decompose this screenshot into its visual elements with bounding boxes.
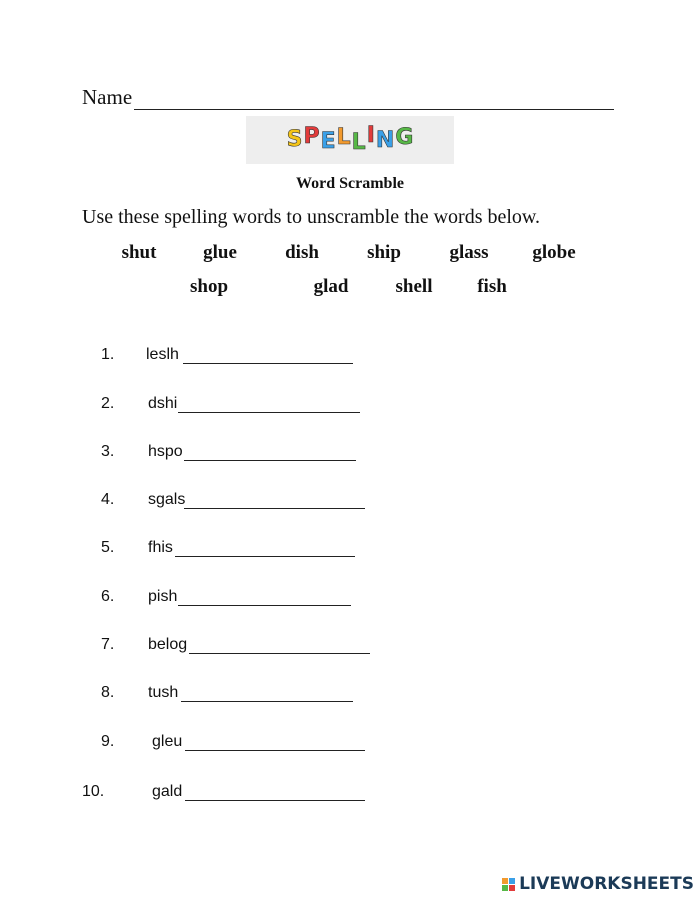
logo-square <box>502 885 508 891</box>
question-number: 7. <box>101 636 115 653</box>
word-bank-word: glue <box>203 242 237 263</box>
word-bank-word: globe <box>532 242 576 263</box>
question-number: 6. <box>101 588 115 605</box>
question-number: 4. <box>101 491 115 508</box>
question-number: 1. <box>101 346 115 363</box>
question-number: 8. <box>101 684 115 701</box>
question-number: 3. <box>101 443 115 460</box>
word-bank-word: glad <box>313 276 349 297</box>
word-bank-word: shop <box>189 276 229 297</box>
banner-letter: G <box>395 125 414 150</box>
answer-line[interactable] <box>178 396 360 413</box>
question-number: 5. <box>101 539 115 556</box>
answer-line[interactable] <box>183 347 353 364</box>
logo-square <box>509 878 515 884</box>
scrambled-word: hspo <box>148 443 183 460</box>
answer-line[interactable] <box>185 784 365 801</box>
banner-letter: S <box>286 127 303 152</box>
word-bank-word: shut <box>121 242 157 263</box>
spelling-banner-letters <box>286 123 414 155</box>
scrambled-word: gald <box>152 783 183 800</box>
answer-line[interactable] <box>175 540 355 557</box>
banner-letter: L <box>336 125 351 150</box>
answer-line[interactable] <box>184 492 365 509</box>
answer-line[interactable] <box>185 734 365 751</box>
question-number: 10. <box>82 783 105 800</box>
scrambled-word: belog <box>148 636 188 653</box>
scrambled-word: gleu <box>152 733 183 750</box>
scrambled-word: pish <box>148 588 178 605</box>
banner-letter: P <box>303 124 320 149</box>
word-bank-word: glass <box>449 242 489 263</box>
question-number: 2. <box>101 395 115 412</box>
liveworksheets-logo-text: LIVEWORKSHEETS <box>519 874 694 894</box>
word-bank-word: dish <box>285 242 319 263</box>
answer-line[interactable] <box>184 444 356 461</box>
name-row <box>82 82 614 110</box>
scrambled-word: tush <box>148 684 179 701</box>
banner-letter: N <box>375 128 395 153</box>
banner-letter: I <box>366 123 375 148</box>
banner-letter: L <box>351 130 366 155</box>
name-input-line[interactable] <box>134 89 614 110</box>
answer-line[interactable] <box>189 637 370 654</box>
name-label: Name <box>82 85 133 109</box>
scrambled-word: leslh <box>146 346 179 363</box>
scrambled-word: fhis <box>148 539 173 556</box>
logo-square <box>509 885 515 891</box>
logo-square <box>502 878 508 884</box>
spelling-banner <box>246 116 454 164</box>
answer-line[interactable] <box>181 685 353 702</box>
instructions: Use these spelling words to unscramble the words below. <box>82 206 541 228</box>
banner-letter: E <box>320 129 336 154</box>
question-number: 9. <box>101 733 115 750</box>
word-bank-word: fish <box>477 276 507 297</box>
worksheet-subtitle: Word Scramble <box>296 175 404 192</box>
word-bank-word: shell <box>395 276 433 297</box>
answer-line[interactable] <box>178 589 351 606</box>
liveworksheets-logo <box>502 874 694 894</box>
scrambled-word: sgals <box>148 491 186 508</box>
liveworksheets-logo-icon <box>502 878 515 891</box>
word-bank-row-2 <box>0 276 700 302</box>
scrambled-word: dshi <box>148 395 178 412</box>
word-bank-row-1 <box>0 242 700 268</box>
word-bank-word: ship <box>367 242 401 263</box>
